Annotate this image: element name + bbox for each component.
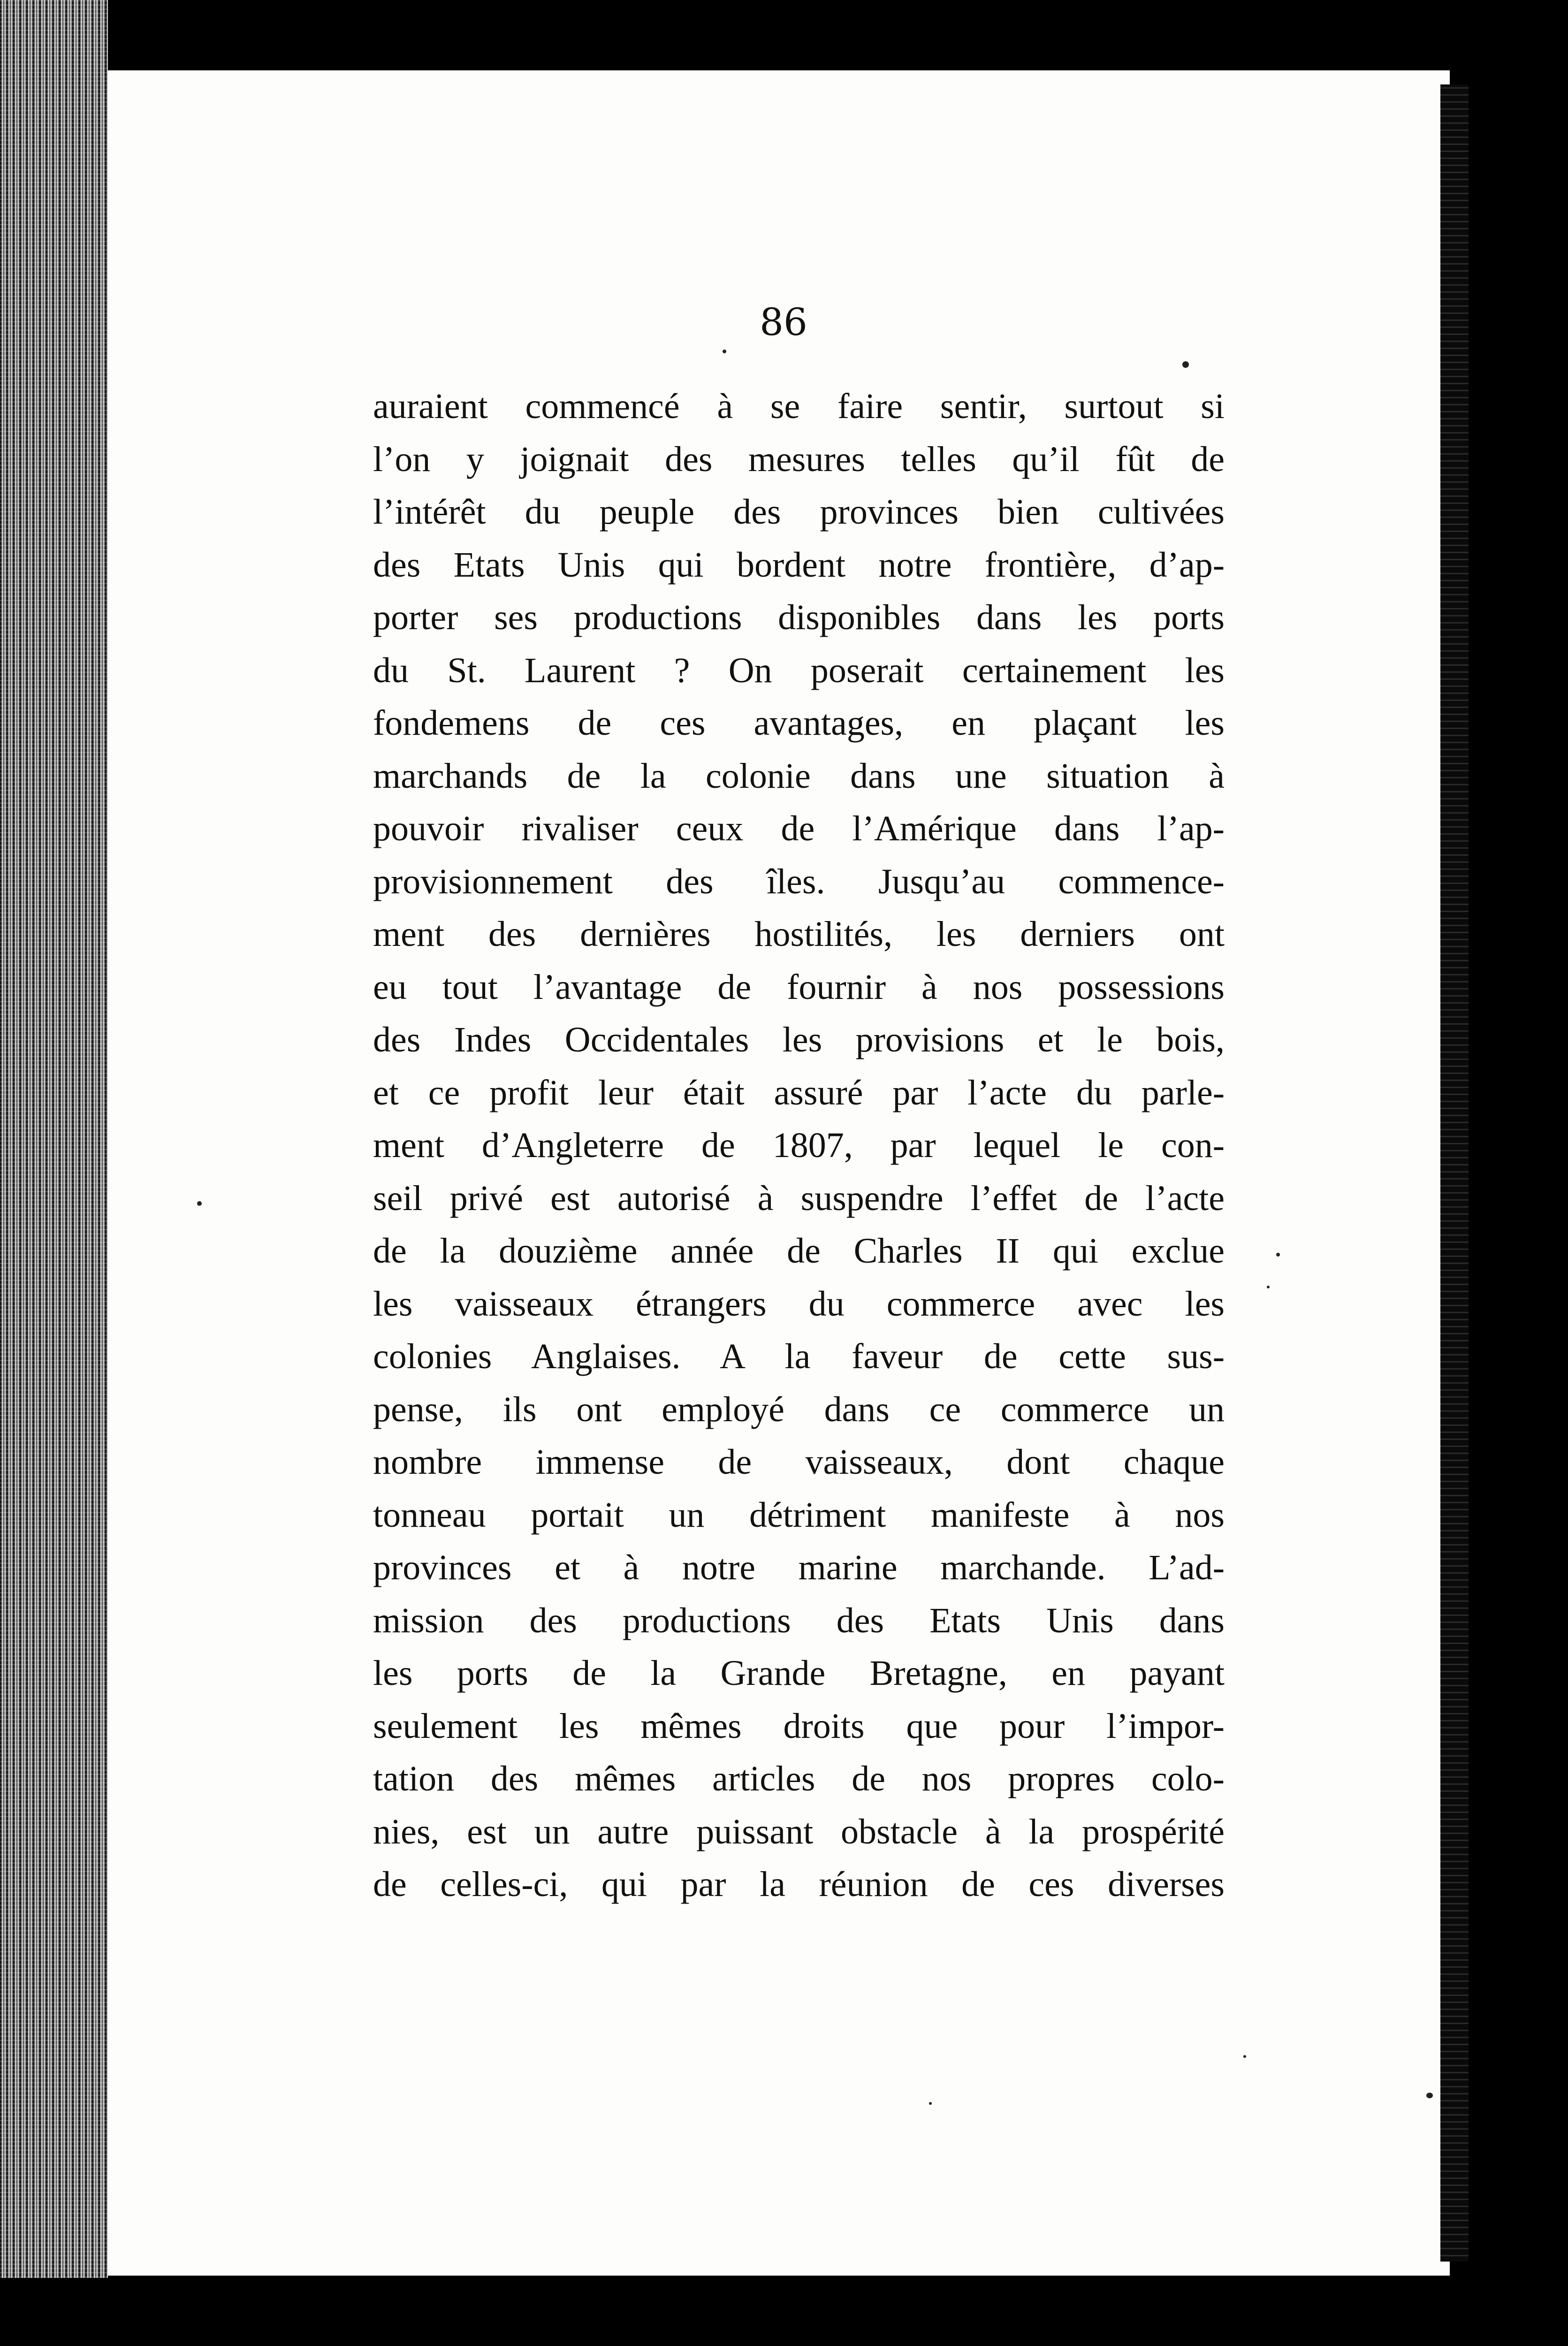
text-line: eu tout l’avantage de fournir à nos possessions: [373, 967, 1225, 1007]
body-text: [373, 380, 1225, 1911]
text-line: l’intérêt du peuple des provinces bien cultivées: [373, 492, 1225, 532]
text-line: auraient commencé à se faire sentir, surtout si: [373, 387, 1225, 426]
scan-border-top: [0, 0, 1568, 70]
scan-border-right: [1469, 0, 1568, 2346]
text-line: seulement les mêmes droits que pour l’impor-: [373, 1706, 1225, 1746]
scan-speck: [1276, 1253, 1280, 1257]
text-line: colonies Anglaises. A la faveur de cette sus-: [373, 1337, 1225, 1376]
text-line: mission des productions des Etats Unis dans: [373, 1600, 1225, 1640]
text-line: les vaisseaux étrangers du commerce avec les: [373, 1284, 1225, 1324]
text-line: fondemens de ces avantages, en plaçant les: [373, 703, 1225, 743]
text-line: tation des mêmes articles de nos propres colo-: [373, 1759, 1225, 1798]
text-line: de la douzième année de Charles II qui exclue: [373, 1231, 1225, 1271]
scan-gutter-left: [0, 0, 108, 2346]
scan-speck: [1182, 361, 1189, 368]
binding-edge-right: [1440, 84, 1469, 2262]
text-line: tonneau portait un détriment manifeste à nos: [373, 1495, 1225, 1535]
text-line: pense, ils ont employé dans ce commerce un: [373, 1389, 1225, 1429]
text-line: seil privé est autorisé à suspendre l’effet de l’acte: [373, 1178, 1225, 1218]
scan-speck: [197, 1201, 202, 1206]
scan-speck: [929, 2102, 932, 2105]
scan-border-bottom: [0, 2278, 1568, 2346]
text-line: les ports de la Grande Bretagne, en payant: [373, 1653, 1225, 1693]
text-line: l’on y joignait des mesures telles qu’il fût de: [373, 439, 1225, 479]
scan-speck: [1243, 2055, 1246, 2058]
text-line: de celles-ci, qui par la réunion de ces diverses: [373, 1865, 1225, 1904]
scan-speck: [723, 350, 726, 353]
scan-speck: [1267, 1286, 1270, 1288]
text-line: nombre immense de vaisseaux, dont chaque: [373, 1442, 1225, 1482]
text-line: marchands de la colonie dans une situation à: [373, 756, 1225, 796]
page-number: 86: [760, 300, 807, 344]
text-line: du St. Laurent ? On poserait certainement les: [373, 650, 1225, 690]
text-line: des Etats Unis qui bordent notre frontière, d’ap-: [373, 545, 1225, 585]
text-line: provisionnement des îles. Jusqu’au commence-: [373, 861, 1225, 901]
text-line: provinces et à notre marine marchande. L’ad-: [373, 1548, 1225, 1587]
text-line: ment d’Angleterre de 1807, par lequel le con-: [373, 1126, 1225, 1165]
text-line: nies, est un autre puissant obstacle à la prospérité: [373, 1812, 1225, 1851]
text-line: ment des dernières hostilités, les derniers ont: [373, 914, 1225, 954]
text-line: porter ses productions disponibles dans les ports: [373, 598, 1225, 637]
text-line: pouvoir rivaliser ceux de l’Amérique dans l’ap-: [373, 809, 1225, 848]
text-line: des Indes Occidentales les provisions et le bois,: [373, 1020, 1225, 1059]
text-line: et ce profit leur était assuré par l’acte du parle-: [373, 1073, 1225, 1112]
scan-speck: [1426, 2093, 1433, 2098]
